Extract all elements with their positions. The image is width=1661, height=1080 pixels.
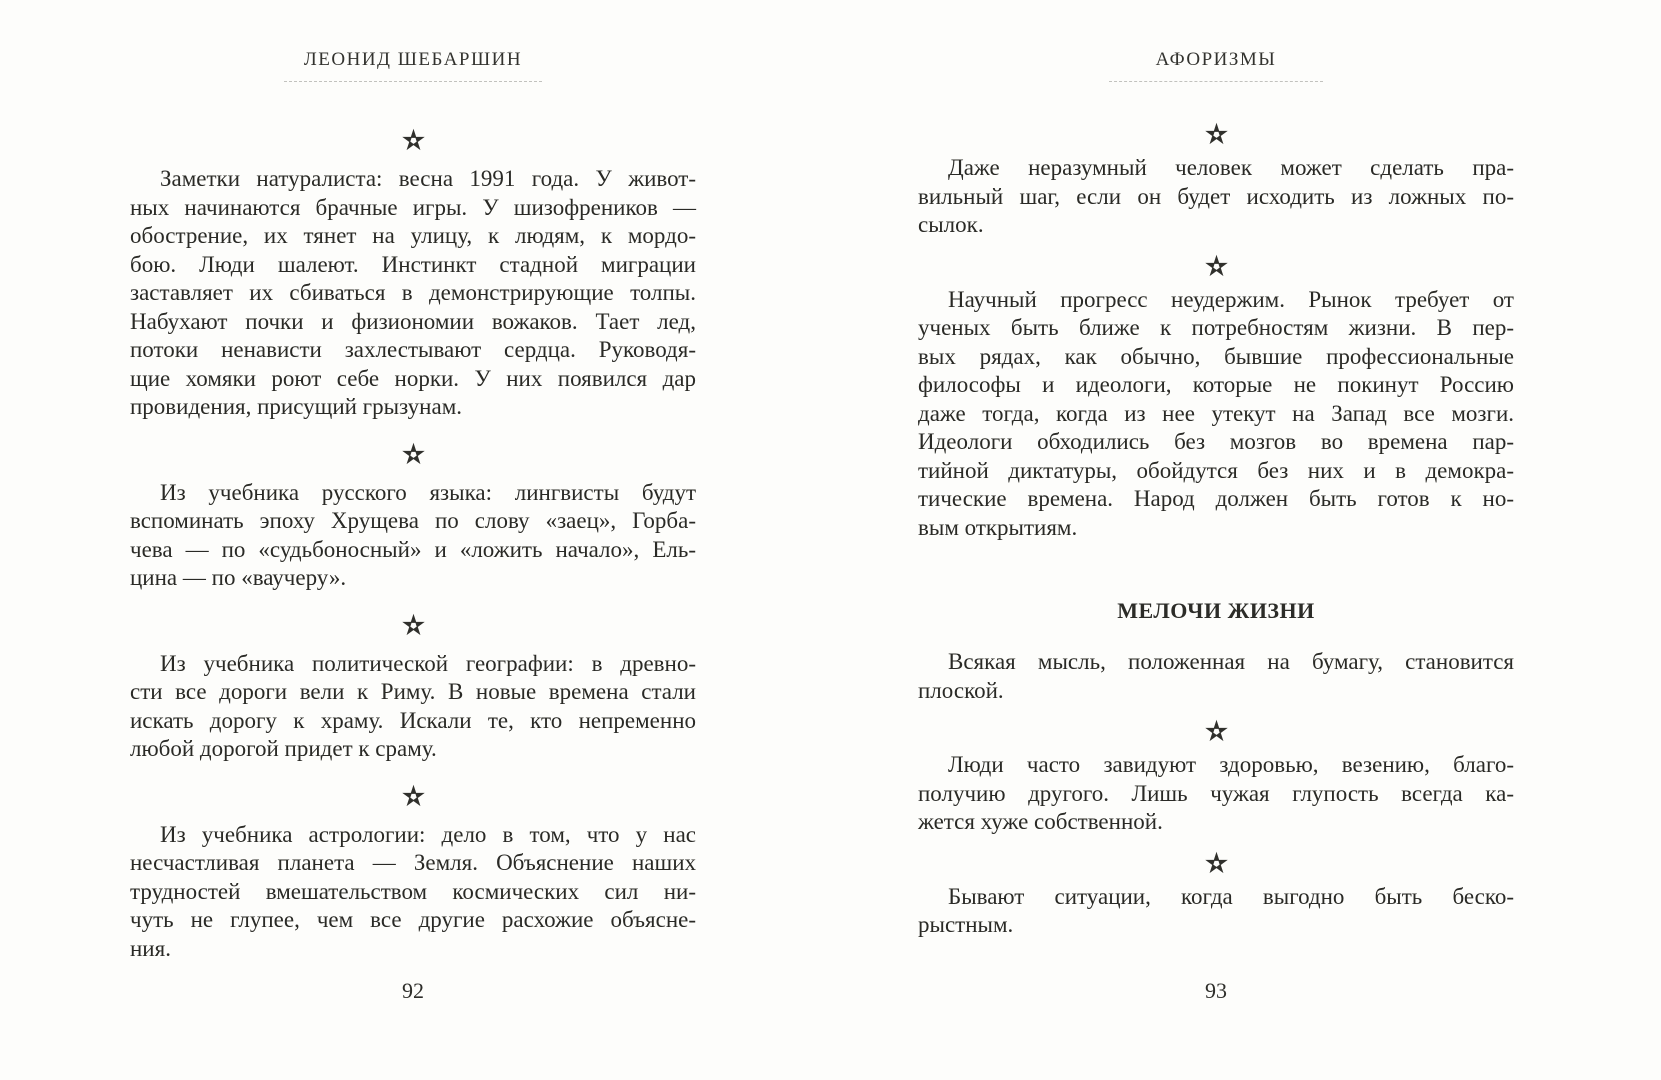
text-line: бою. Люди шалеют. Инстинкт стадной миграции: [130, 251, 696, 277]
text-line: Набухают почки и физиономии вожаков. Тает лед,: [130, 308, 696, 334]
text-line: потоки ненависти захлестывают сердца. Руководя-: [130, 337, 696, 362]
paragraph: [130, 650, 696, 764]
text-line: Из учебника астрологии: дело в том, что у нас: [160, 821, 696, 847]
text-line: чева — по «судьбоносный» и «ложить начало», Ель-: [130, 536, 696, 562]
text-line: вспоминать эпоху Хрущева по слову «заец», Горба-: [130, 508, 696, 533]
running-header-text: ЛЕОНИД ШЕБАРШИН: [303, 49, 523, 70]
star-icon: [401, 613, 426, 638]
text-line: Заметки натуралиста: весна 1991 года. У живот-: [160, 166, 696, 191]
text-line: провидения, присущий грызунам.: [130, 394, 462, 419]
page-left: [130, 0, 696, 1080]
text-line: тические времена. Народ должен быть готов к но-: [918, 486, 1514, 511]
text-line: любой дорогой придет к сраму.: [130, 736, 437, 761]
page-number-left: 92: [402, 978, 424, 1003]
text-line: Из учебника русского языка: лингвисты будут: [160, 479, 696, 505]
star-separator: [918, 719, 1514, 745]
page-number-right: 93: [1205, 978, 1227, 1003]
text-line: ных начинаются брачные игры. У шизофреников —: [130, 194, 696, 220]
text-line: Люди часто завидуют здоровью, везению, благо-: [948, 752, 1514, 777]
text-line: вых рядах, как обычно, бывшие профессиональные: [918, 343, 1514, 369]
header-rule: [1109, 81, 1323, 82]
text-line: трудностей вмешательством космических сил ни-: [130, 878, 696, 904]
text-line: даже тогда, когда из нее утекут на Запад все мозги.: [918, 400, 1514, 426]
star-icon: [401, 128, 426, 153]
text-line: Даже неразумный человек может сделать пра-: [948, 155, 1514, 180]
paragraph: [130, 821, 696, 964]
text-line: рыстным.: [918, 912, 1014, 937]
text-line: заставляет их сбиваться в демонстрирующие толпы.: [130, 280, 696, 305]
text-line: Научный прогресс неудержим. Рынок требует от: [948, 286, 1514, 312]
text-line: философы и идеологи, которые не покинут Россию: [918, 372, 1514, 397]
star-separator: [918, 851, 1514, 877]
text-line: сылок.: [918, 212, 984, 237]
text-line: Идеологи обходились без мозгов во времена пар-: [918, 429, 1514, 454]
text-line: тийной диктатуры, обойдутся без них и в демокра-: [918, 457, 1514, 483]
text-line: щие хомяки роют себе норки. У них появился дар: [130, 365, 696, 391]
star-icon: [1204, 122, 1229, 147]
star-separator: [918, 254, 1514, 280]
star-separator: [918, 122, 1514, 148]
star-separator: [130, 128, 696, 154]
text-line: искать дорогу к храму. Искали те, кто непременно: [130, 707, 696, 733]
paragraph: [918, 883, 1514, 940]
text-line: Из учебника политической географии: в древно-: [160, 650, 696, 676]
paragraph: [918, 648, 1514, 705]
text-line: ученых быть ближе к потребностям жизни. В пер-: [918, 315, 1514, 340]
star-icon: [1204, 719, 1229, 744]
paragraph: [130, 165, 696, 422]
star-icon: [1204, 254, 1229, 279]
text-line: чуть не глупее, чем все другие расхожие объясне-: [130, 907, 696, 932]
text-line: Бывают ситуации, когда выгодно быть беско-: [948, 883, 1514, 909]
text-line: жется хуже собственной.: [918, 809, 1163, 834]
text-line: вым открытиям.: [918, 514, 1078, 540]
running-header-text: АФОРИЗМЫ: [1155, 49, 1277, 70]
paragraph: [918, 154, 1514, 240]
header-rule: [284, 81, 542, 82]
star-separator: [130, 442, 696, 468]
text-line: Всякая мысль, положенная на бумагу, становится: [948, 649, 1514, 674]
paragraph: [918, 286, 1514, 543]
section-heading: МЕЛОЧИ ЖИЗНИ: [1117, 598, 1315, 623]
page-content-right: [918, 82, 1514, 940]
text-line: несчастливая планета — Земля. Объяснение наших: [130, 850, 696, 875]
star-icon: [401, 442, 426, 467]
running-header-right: [918, 48, 1514, 82]
star-icon: [401, 784, 426, 809]
text-line: плоской.: [918, 677, 1004, 703]
page-content-left: [130, 82, 696, 963]
text-line: получию другого. Лишь чужая глупость всегда ка-: [918, 780, 1514, 806]
text-line: ния.: [130, 935, 171, 961]
star-icon: [1204, 851, 1229, 876]
star-separator: [130, 613, 696, 639]
star-separator: [130, 784, 696, 810]
text-line: обострение, их тянет на улицу, к людям, к мордо-: [130, 223, 696, 248]
paragraph: [918, 751, 1514, 837]
text-line: вильный шаг, если он будет исходить из ложных по-: [918, 183, 1514, 209]
text-line: цина — по «ваучеру».: [130, 565, 347, 590]
paragraph: [130, 479, 696, 593]
text-line: сти все дороги вели к Риму. В новые времена стали: [130, 679, 696, 704]
page-right: [918, 0, 1514, 1080]
running-header-left: [130, 48, 696, 82]
